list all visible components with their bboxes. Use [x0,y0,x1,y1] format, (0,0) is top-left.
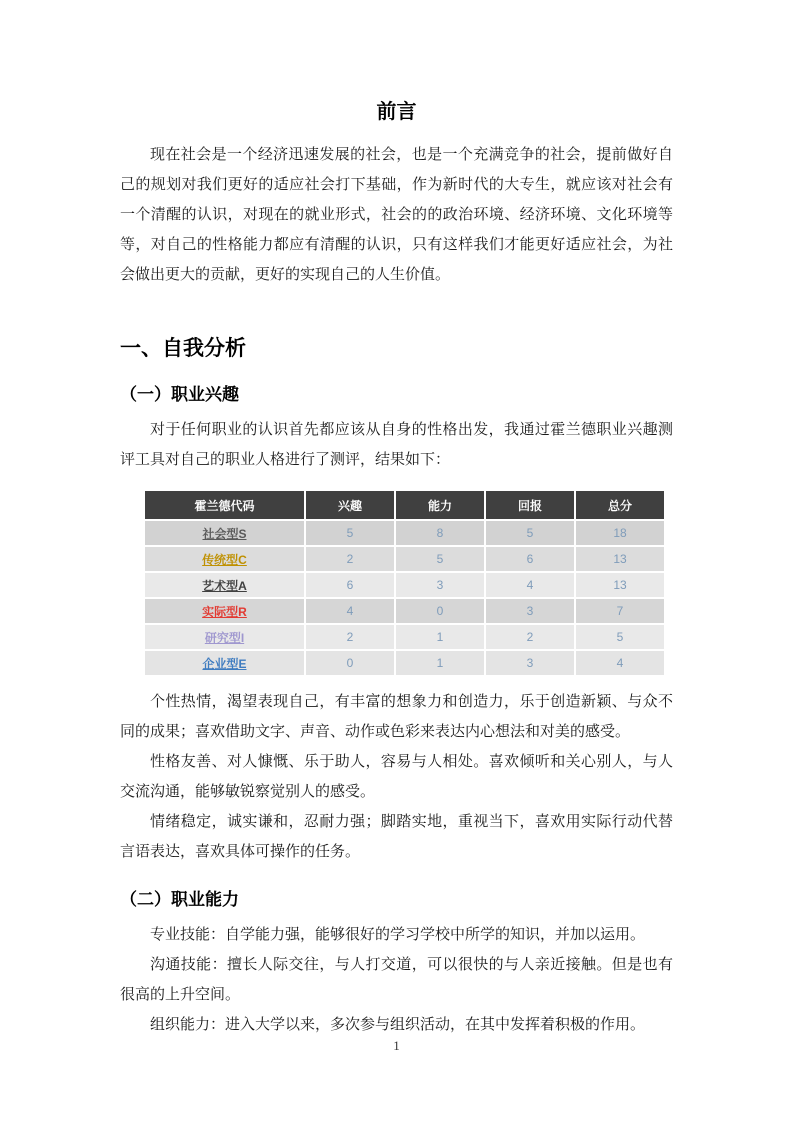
table-header-reward: 回报 [485,490,575,520]
row-label-cell [144,650,305,676]
doc-title: 前言 [376,101,417,123]
table-header-ability: 能力 [395,490,485,520]
career-interest-intro-paragraph: 对于任何职业的认识首先都应该从自身的性格出发，我通过霍兰德职业兴趣测评工具对自己的职业人格进行了测评，结果如下： [120,422,673,468]
table-row [144,546,665,572]
value-cell: 0 [395,598,485,624]
value-cell: 2 [485,624,575,650]
table-header-interest: 兴趣 [305,490,395,520]
table-header-total: 总分 [575,490,665,520]
ability-paragraph-professional: 专业技能：自学能力强，能够很好的学习学校中所学的知识，并加以运用。 [150,927,646,943]
value-cell: 18 [575,520,665,546]
value-cell: 0 [305,650,395,676]
value-cell: 2 [305,546,395,572]
row-label-cell [144,624,305,650]
value-cell: 2 [305,624,395,650]
interest-analysis-paragraph: 性格友善、对人慷慨、乐于助人，容易与人相处。喜欢倾听和关心别人，与人交流沟通，能够敏锐察觉别人的感受。 [120,754,673,800]
section-heading-self-analysis: 一、自我分析 [120,337,246,360]
value-cell: 8 [395,520,485,546]
holland-code-table [143,489,666,677]
value-cell: 5 [485,520,575,546]
row-label-cell [144,572,305,598]
table-row [144,598,665,624]
row-label-investigative[interactable]: 研究型I [204,630,245,645]
row-label-conventional[interactable]: 传统型C [202,552,247,567]
value-cell: 1 [395,650,485,676]
value-cell: 6 [485,546,575,572]
row-label-cell [144,598,305,624]
value-cell: 5 [305,520,395,546]
page-number: 1 [393,1038,400,1053]
holland-table-container [143,489,673,677]
value-cell: 6 [305,572,395,598]
value-cell: 4 [575,650,665,676]
value-cell: 3 [485,650,575,676]
ability-paragraph-communication: 沟通技能：擅长人际交往，与人打交道，可以很快的与人亲近接触。但是也有很高的上升空间。 [120,957,673,1003]
value-cell: 5 [395,546,485,572]
row-label-artistic[interactable]: 艺术型A [202,578,247,593]
table-row [144,650,665,676]
value-cell: 3 [395,572,485,598]
table-row [144,572,665,598]
value-cell: 4 [485,572,575,598]
ability-paragraph-organization: 组织能力：进入大学以来，多次参与组织活动，在其中发挥着积极的作用。 [150,1017,646,1033]
row-label-social[interactable]: 社会型S [202,526,247,541]
value-cell: 13 [575,546,665,572]
table-row [144,624,665,650]
value-cell: 1 [395,624,485,650]
value-cell: 4 [305,598,395,624]
row-label-cell [144,520,305,546]
intro-paragraph: 现在社会是一个经济迅速发展的社会，也是一个充满竞争的社会，提前做好自己的规划对我们更好的适应社会打下基础，作为新时代的大专生，就应该对社会有一个清醒的认识，对现在的就业形式，社会的的政治环境、经济环境、文化环境等等，对自己的性格能力都应有清醒的认识，只有这样我们才能更好适应社会，为社会做出更大的贡献，更好的实现自己的人生价值。 [120,147,673,283]
row-label-realistic[interactable]: 实际型R [202,604,247,619]
table-header-row [144,490,665,520]
value-cell: 13 [575,572,665,598]
value-cell: 5 [575,624,665,650]
row-label-cell [144,546,305,572]
row-label-enterprising[interactable]: 企业型E [202,656,247,671]
table-row [144,520,665,546]
interest-analysis-paragraph: 个性热情，渴望表现自己，有丰富的想象力和创造力，乐于创造新颖、与众不同的成果；喜欢借助文字、声音、动作或色彩来表达内心想法和对美的感受。 [120,694,673,740]
value-cell: 7 [575,598,665,624]
subsection-heading-career-interest: （一）职业兴趣 [120,385,239,404]
interest-analysis-paragraph: 情绪稳定，诚实谦和，忍耐力强；脚踏实地，重视当下，喜欢用实际行动代替言语表达，喜欢具体可操作的任务。 [120,814,673,860]
subsection-heading-career-ability: （二）职业能力 [120,890,239,909]
value-cell: 3 [485,598,575,624]
table-header-holland-code: 霍兰德代码 [144,490,305,520]
